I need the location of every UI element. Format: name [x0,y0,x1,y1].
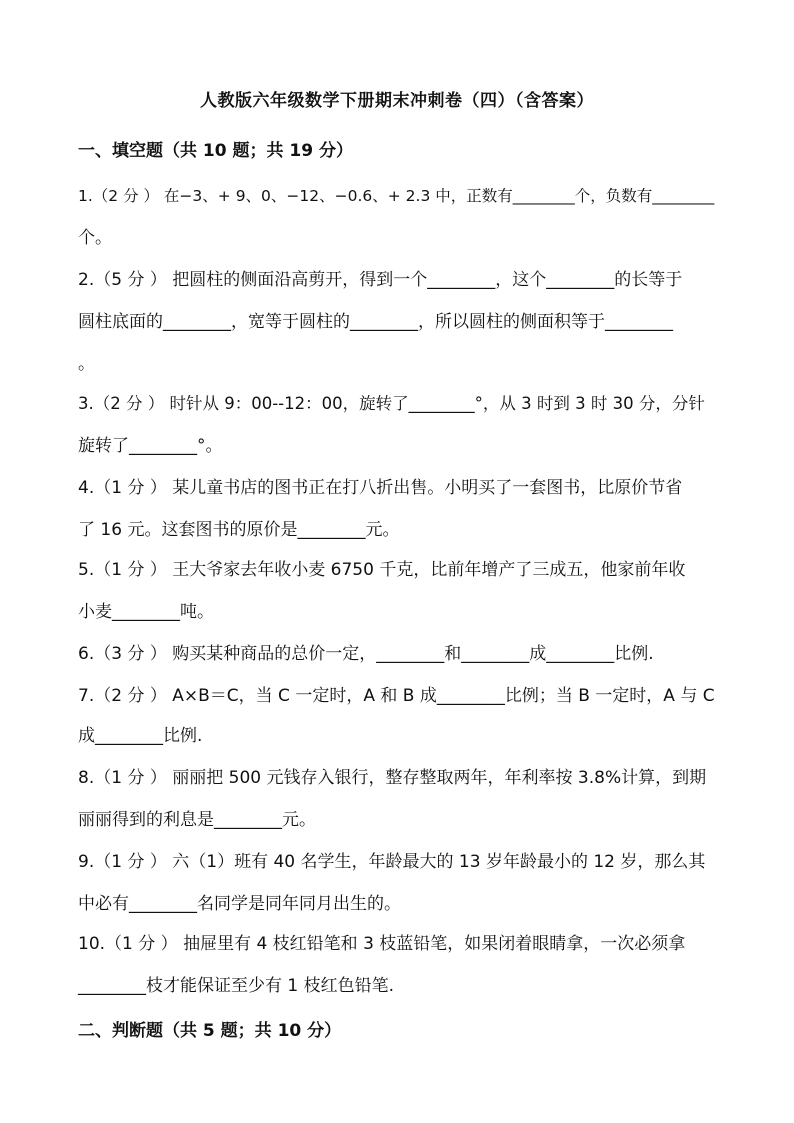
question-2-line-2: 圆柱底面的________，宽等于圆柱的________，所以圆柱的侧面积等于________ [78,312,673,332]
question-2-line-3: 。 [78,354,95,374]
question-10-line-2: ________枝才能保证至少有 1 枝红色铅笔. [78,976,395,996]
question-6-line-1: 6.（3 分 ） 购买某种商品的总价一定，________和________成________比例. [78,644,654,664]
question-2-line-1: 2.（5 分 ） 把圆柱的侧面沿高剪开，得到一个________，这个________的长等于 [78,270,683,290]
page-title: 人教版六年级数学下册期末冲刺卷（四）（含答案） [200,91,594,111]
question-1-line-1: 1.（2 分 ） 在−3、+ 9、0、−12、−0.6、+ 2.3 中，正数有________个，负数有________ [78,187,715,205]
question-5-line-1: 5.（1 分 ） 王大爷家去年收小麦 6750 千克，比前年增产了三成五，他家前年收 [78,560,686,580]
question-4-line-1: 4.（1 分 ） 某儿童书店的图书正在打八折出售。小明买了一套图书，比原价节省 [78,478,683,498]
question-8-line-2: 丽丽得到的利息是________元。 [78,810,316,830]
question-9-line-2: 中必有________名同学是同年同月出生的。 [78,894,401,914]
question-4-line-2: 了 16 元。这套图书的原价是________元。 [78,520,400,540]
question-3-line-2: 旋转了________°。 [78,436,223,456]
section-heading-fill-blank: 一、填空题（共 10 题；共 19 分） [78,141,353,161]
question-10-line-1: 10.（1 分 ） 抽屉里有 4 枝红铅笔和 3 枝蓝铅笔，如果闭着眼睛拿，一次必须拿 [78,934,686,954]
question-9-line-1: 9.（1 分 ） 六（1）班有 40 名学生，年龄最大的 13 岁年龄最小的 12 岁，那么其 [78,852,706,872]
question-8-line-1: 8.（1 分 ） 丽丽把 500 元钱存入银行，整存整取两年，年利率按 3.8%计算，到期 [78,768,707,788]
question-7-line-2: 成________比例. [78,726,203,746]
question-7-line-1: 7.（2 分 ） A×B＝C，当 C 一定时，A 和 B 成________比例；当 B 一定时，A 与 C [78,686,715,706]
question-1-line-2: 个。 [78,228,112,248]
question-3-line-1: 3.（2 分 ） 时针从 9：00--12：00，旋转了________°，从 3 时到 3 时 30 分，分针 [78,394,705,413]
question-5-line-2: 小麦________吨。 [78,602,214,622]
section-heading-true-false: 二、判断题（共 5 题；共 10 分） [78,1021,342,1041]
